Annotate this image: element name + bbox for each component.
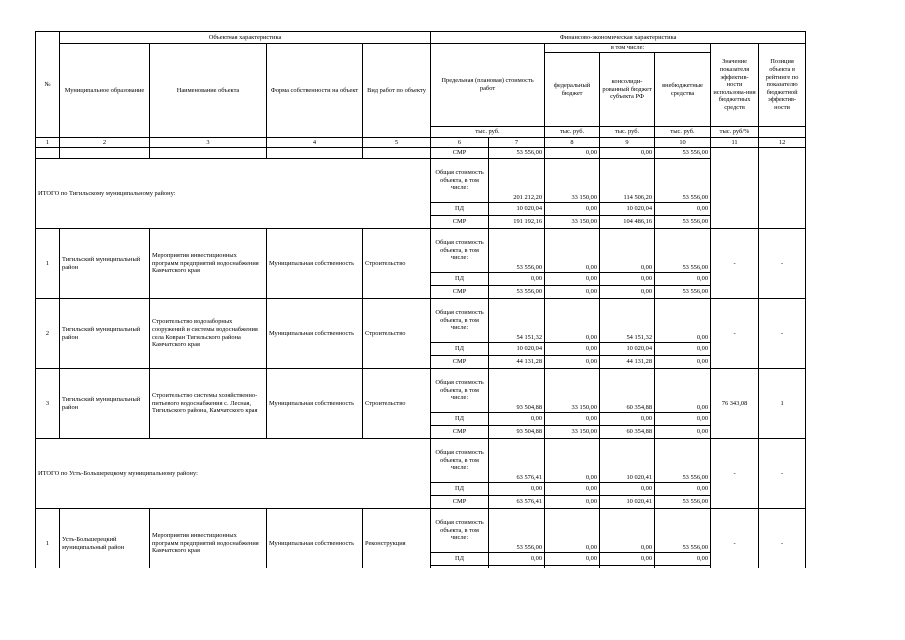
object-municipality: Усть-Большерецкий муниципальный район: [60, 509, 150, 579]
object-work-type: Строительство: [363, 229, 431, 299]
consolidated-value: 104 486,16: [600, 216, 655, 229]
district-total-label: ИТОГО по Тигильскому муниципальному району:: [36, 159, 431, 229]
table-row: [36, 299, 806, 343]
header-extrabudget: внебюджетные средства: [655, 53, 711, 127]
extrabudget-value: 0,00: [655, 273, 711, 286]
cost-value: 201 212,20: [489, 159, 545, 203]
row-label: СМР: [431, 148, 489, 159]
object-num: 2: [36, 299, 60, 369]
object-municipality: Тигильский муниципальный район: [60, 229, 150, 299]
row-label: СМР: [431, 286, 489, 299]
object-name: Строительство системы хозяйственно-питьевого водоснабжения с. Лесная, Тигильского района, Камчатского края: [150, 369, 267, 439]
extrabudget-value: 0,00: [655, 203, 711, 216]
extrabudget-value: 53 556,00: [655, 286, 711, 299]
object-municipality: Тигильский муниципальный район: [60, 299, 150, 369]
consolidated-value: 10 020,04: [600, 203, 655, 216]
extrabudget-value: 53 556,00: [655, 439, 711, 483]
row-label: Общая стоимость объекта, в том числе:: [431, 439, 489, 483]
rating-value: -: [759, 439, 806, 509]
colnum: 1: [36, 138, 60, 148]
federal-value: 0,00: [545, 509, 600, 553]
federal-value: 0,00: [545, 439, 600, 483]
consolidated-value: 0,00: [600, 483, 655, 496]
rating-value: 1: [759, 369, 806, 439]
object-ownership: Муниципальная собственность: [267, 299, 363, 369]
row-label: СМР: [431, 216, 489, 229]
colnum: 10: [655, 138, 711, 148]
consolidated-value: 60 354,88: [600, 426, 655, 439]
extrabudget-value: 53 556,00: [655, 148, 711, 159]
object-ownership: Муниципальная собственность: [267, 509, 363, 579]
cost-value: 0,00: [489, 413, 545, 426]
unit-indicator: тыс. руб/%: [711, 127, 759, 138]
district-total-label: ИТОГО по Усть-Большерецкому муниципальному району:: [36, 439, 431, 509]
header-finance-group: Финансово-экономическая характеристика: [431, 32, 806, 44]
table-row: [36, 509, 806, 553]
consolidated-value: 54 151,32: [600, 299, 655, 343]
federal-value: 33 150,00: [545, 426, 600, 439]
object-name: Строительство водозаборных сооружений и системы водоснабжения села Ковран Тигильского района Камчатского края: [150, 299, 267, 369]
header-cost: Предельная (плановая) стоимость работ: [431, 44, 545, 127]
header-work-type: Вид работ по объекту: [363, 44, 431, 138]
extrabudget-value: 53 556,00: [655, 159, 711, 203]
federal-value: 0,00: [545, 483, 600, 496]
row-label: ПД: [431, 413, 489, 426]
row-label: ПД: [431, 273, 489, 286]
header-ownership: Форма собственности на объект: [267, 44, 363, 138]
federal-value: 0,00: [545, 229, 600, 273]
row-label: Общая стоимость объекта, в том числе:: [431, 299, 489, 343]
cost-value: 53 556,00: [489, 509, 545, 553]
consolidated-value: 0,00: [600, 553, 655, 566]
unit-consolidated: тыс. руб.: [600, 127, 655, 138]
consolidated-value: 10 020,41: [600, 496, 655, 509]
header-object-group: Объектная характеристика: [60, 32, 431, 44]
federal-value: 33 150,00: [545, 216, 600, 229]
federal-value: 0,00: [545, 203, 600, 216]
row-label: Общая стоимость объекта, в том числе:: [431, 369, 489, 413]
cost-value: 10 020,04: [489, 343, 545, 356]
colnum: 9: [600, 138, 655, 148]
cost-value: 53 556,00: [489, 148, 545, 159]
object-name: Мероприятия инвестиционных программ предприятий водоснабжения Камчатского края: [150, 509, 267, 579]
extrabudget-value: 0,00: [655, 426, 711, 439]
extrabudget-value: 0,00: [655, 343, 711, 356]
row-label: Общая стоимость объекта, в том числе:: [431, 159, 489, 203]
table-row: [36, 159, 806, 203]
header-object-name: Наименование объекта: [150, 44, 267, 138]
federal-value: 0,00: [545, 413, 600, 426]
extrabudget-value: 0,00: [655, 356, 711, 369]
cost-value: 63 576,41: [489, 496, 545, 509]
header-federal: федеральный бюджет: [545, 53, 600, 127]
cost-value: 93 504,88: [489, 426, 545, 439]
federal-value: 33 150,00: [545, 369, 600, 413]
object-work-type: Реконструкция: [363, 509, 431, 579]
federal-value: 0,00: [545, 553, 600, 566]
row-label: ПД: [431, 203, 489, 216]
federal-value: 0,00: [545, 299, 600, 343]
rating-value: -: [759, 299, 806, 369]
extrabudget-value: 0,00: [655, 413, 711, 426]
row-label: СМР: [431, 356, 489, 369]
header-consolidated: консолиди-рованный бюджет субъекта РФ: [600, 53, 655, 127]
indicator-value: 76 343,08: [711, 369, 759, 439]
object-num: 1: [36, 229, 60, 299]
extrabudget-value: 0,00: [655, 483, 711, 496]
object-work-type: Строительство: [363, 369, 431, 439]
header-indicator: Значение показателя эффектив-ности использова-ния бюджетных средств: [711, 44, 759, 127]
indicator-value: -: [711, 439, 759, 509]
cost-value: 53 556,00: [489, 229, 545, 273]
unit-extrabudget: тыс. руб.: [655, 127, 711, 138]
rating-value: -: [759, 229, 806, 299]
colnum: 3: [150, 138, 267, 148]
row-label: ПД: [431, 343, 489, 356]
table-row: [36, 369, 806, 413]
row-label: СМР: [431, 496, 489, 509]
consolidated-value: 0,00: [600, 273, 655, 286]
consolidated-value: 44 131,28: [600, 356, 655, 369]
table-row: [36, 229, 806, 273]
consolidated-value: 0,00: [600, 286, 655, 299]
consolidated-value: 10 020,04: [600, 343, 655, 356]
row-label: ПД: [431, 483, 489, 496]
federal-value: 0,00: [545, 273, 600, 286]
colnum: 5: [363, 138, 431, 148]
table-row: [36, 439, 806, 483]
object-name: Мероприятия инвестиционных программ предприятий водоснабжения Камчатского края: [150, 229, 267, 299]
consolidated-value: 60 354,88: [600, 369, 655, 413]
extrabudget-value: 53 556,00: [655, 509, 711, 553]
cost-value: 0,00: [489, 273, 545, 286]
header-incl: в том числе:: [545, 44, 711, 53]
unit-federal: тыс. руб.: [545, 127, 600, 138]
cost-value: 44 131,28: [489, 356, 545, 369]
column-numbers-row: [36, 138, 806, 148]
colnum: 11: [711, 138, 759, 148]
cost-value: 53 556,00: [489, 286, 545, 299]
cost-value: 63 576,41: [489, 439, 545, 483]
investment-table: [35, 31, 806, 579]
consolidated-value: 0,00: [600, 509, 655, 553]
object-work-type: Строительство: [363, 299, 431, 369]
indicator-value: -: [711, 509, 759, 579]
colnum: 6: [431, 138, 489, 148]
unit-empty: [759, 127, 806, 138]
row-label: СМР: [431, 426, 489, 439]
consolidated-value: 0,00: [600, 148, 655, 159]
colnum: 8: [545, 138, 600, 148]
federal-value: 0,00: [545, 286, 600, 299]
object-ownership: Муниципальная собственность: [267, 369, 363, 439]
indicator-value: -: [711, 299, 759, 369]
cost-value: 54 151,32: [489, 299, 545, 343]
object-ownership: Муниципальная собственность: [267, 229, 363, 299]
federal-value: 0,00: [545, 356, 600, 369]
extrabudget-value: 0,00: [655, 553, 711, 566]
cost-value: 93 504,88: [489, 369, 545, 413]
colnum: 12: [759, 138, 806, 148]
extrabudget-value: 53 556,00: [655, 216, 711, 229]
consolidated-value: 0,00: [600, 229, 655, 273]
row-label: Общая стоимость объекта, в том числе:: [431, 509, 489, 553]
unit-cost: тыс. руб.: [431, 127, 545, 138]
colnum: 2: [60, 138, 150, 148]
federal-value: 0,00: [545, 148, 600, 159]
page-cutoff: [0, 568, 905, 640]
object-num: 3: [36, 369, 60, 439]
colnum: 7: [489, 138, 545, 148]
cost-value: 0,00: [489, 553, 545, 566]
row-label: Общая стоимость объекта, в том числе:: [431, 229, 489, 273]
header-municipality: Муниципальное образование: [60, 44, 150, 138]
object-num: 1: [36, 509, 60, 579]
federal-value: 33 150,00: [545, 159, 600, 203]
consolidated-value: 0,00: [600, 413, 655, 426]
federal-value: 0,00: [545, 496, 600, 509]
header-num: №: [36, 32, 60, 138]
extrabudget-value: 53 556,00: [655, 496, 711, 509]
extrabudget-value: 0,00: [655, 299, 711, 343]
cost-value: 0,00: [489, 483, 545, 496]
federal-value: 0,00: [545, 343, 600, 356]
consolidated-value: 10 020,41: [600, 439, 655, 483]
consolidated-value: 114 506,20: [600, 159, 655, 203]
cost-value: 191 192,16: [489, 216, 545, 229]
indicator-value: -: [711, 229, 759, 299]
table-row: [36, 148, 806, 159]
extrabudget-value: 0,00: [655, 369, 711, 413]
header-rating: Позиция объекта в рейтинге по показателю бюджетной эффектив-ности: [759, 44, 806, 127]
object-municipality: Тигильский муниципальный район: [60, 369, 150, 439]
extrabudget-value: 53 556,00: [655, 229, 711, 273]
cost-value: 10 020,04: [489, 203, 545, 216]
rating-value: -: [759, 509, 806, 579]
colnum: 4: [267, 138, 363, 148]
row-label: ПД: [431, 553, 489, 566]
